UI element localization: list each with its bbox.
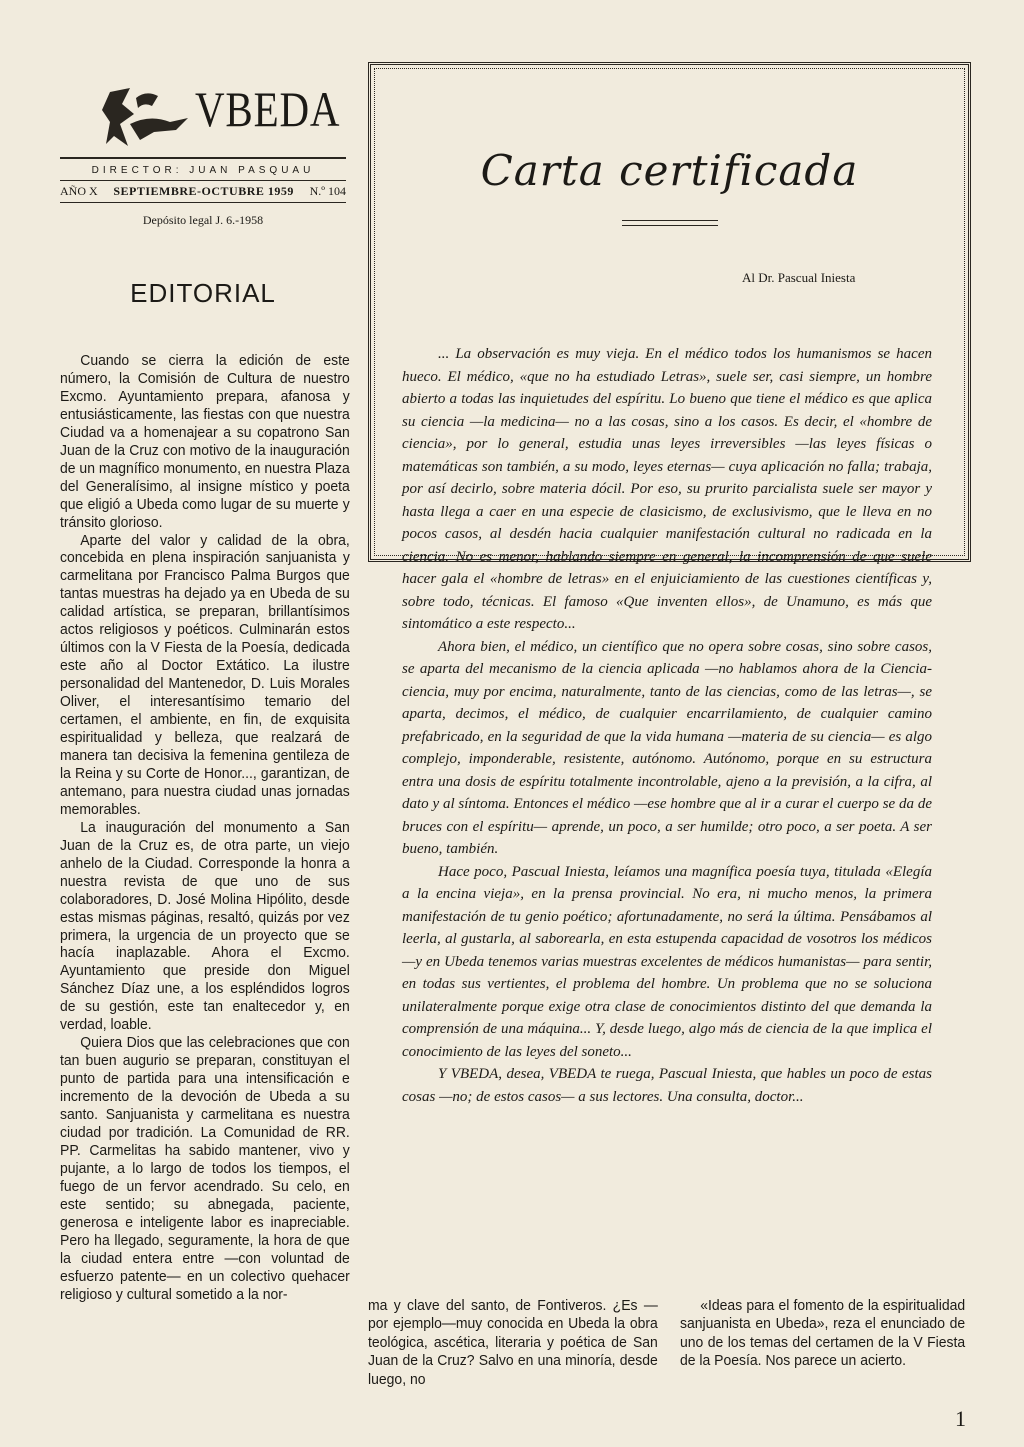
editorial-paragraph: Aparte del valor y calidad de la obra, concebida en plena inspiración sanjuanista y carmelitana por Francisco Palma Burgos que tantas muestras ha dejado ya en Ubeda de su calidad artística, se preparan, brillantísimos actos religiosos y poéticos. Culminarán estos últimos con la V Fiesta de la Poesía, dedicada este año al Doctor Extático. La ilustre personalidad del Mantenedor, D. Luis Morales Oliver, el interesantísimo temario del certamen, el ambiente, en fin, de exquisita espiritualidad y belleza, que realzará de manera tan decisiva la femenina gentileza de la Reina y su Corte de Honor..., garantizan, de antemano, para nuestra ciudad unas jornadas memorables. xyxy=(60,531,350,818)
issue-year: AÑO X xyxy=(60,184,98,198)
masthead-emblem xyxy=(100,84,192,152)
masthead-rule-bottom xyxy=(60,202,346,203)
letter-paragraph: ... La observación es muy vieja. En el médico todos los humanismos se hacen hueco. El médico, «que no ha estudiado Letras», suele ser, casi siempre, un hombre abierto a todas las inquietudes del espíritu. Lo bueno que tiene el médico es que aplica su ciencia —la medicina— no a las cosas, sino a los casos. Es decir, el «hombre de ciencia», por lo general, estudia unas leyes irreversibles —las leyes físicas o matemáticas son también, a su modo, leyes eternas— cuya aplicación no falla; trabaja, por así decirlo, sobre materia dócil. Por eso, su prurito parcialista suele ser mayor y hasta llega a caer en una especie de clasicismo, de exclusivismo, que le lleva en no pocos casos, al desdén hacia cualquier manifestación cultural no radicada en la ciencia. No es menor, hablando siempre en general, la incomprensión de que suele hacer gala el «hombre de letras» en el enjuiciamiento de las cuestiones científicas y, sobre todo, técnicas. El famoso «Que inventen ellos», de Unamuno, es más que sintomático a este respecto... xyxy=(402,346,932,632)
editorial-continuation-column xyxy=(368,1297,658,1389)
editorial-heading: EDITORIAL xyxy=(130,278,276,308)
editorial-final-paragraph: «Ideas para el fomento de la espiritualidad sanjuanista en Ubeda», reza el enunciado de uno de los temas del certamen de la V Fiesta de la Poesía. Nos parece un acierto. xyxy=(680,1297,966,1370)
editorial-continuation: ma y clave del santo, de Fontiveros. ¿Es —por ejemplo—muy conocida en Ubeda la obra teológica, ascética, literaria y poética de San Juan de la Cruz? Salvo en una minoría, desde luego, no xyxy=(368,1297,658,1388)
letter-paragraph: Ahora bien, el médico, un científico que no opera sobre cosas, sino sobre casos, se aparta del mecanismo de la ciencia aplicada —no hablamos ahora de la Ciencia-ciencia, muy por encima, naturalmente, tanto de las ciencias, como de las letras—, se aparta, decimos, el médico, de cualquier encarrilamiento, de cualquier camino prefabricado, en la seguridad de que la vida humana —materia de su ciencia— es algo complejo, imponderable, resistente, autónomo. Autónomo, porque en su estructura entra una dosis de espíritu totalmente incontrolable, ajeno a la previsión, a la cifra, al dato y al síntoma. Entonces el médico —ese hombre que al ir a curar el cuerpo se da de bruces con el espíritu— aprende, un poco, a ser humilde; otro poco, a ser poeta. A ser bueno, también. xyxy=(402,638,932,857)
issue-number: N.º 104 xyxy=(309,184,346,198)
page-number: 1 xyxy=(955,1406,966,1431)
editorial-paragraph: Quiera Dios que las celebraciones que con tan buen augurio se preparan, constituyan el punto de partida para una intensificación e incremento de la devoción de Ubeda a su santo. Sanjuanista y carmelitana es nuestra ciudad por tradición. La Comunidad de RR. PP. Carmelitas ha sabido mantener, vivo y pujante, a lo largo de todos los tiempos, el fuego de un fervor acendrado. Su celo, en este sentido; su abnegada, paciente, generosa e inteligente labor es inapreciable. Pero ha llegado, seguramente, la hora de que la ciudad entera entre —con voluntad de esfuerzo patente— en un colectivo quehacer religioso y cultural sometido a la nor- xyxy=(60,1034,350,1303)
letter-title: Carta certificada xyxy=(480,146,859,195)
editorial-final-column xyxy=(680,1297,965,1371)
editorial-column xyxy=(60,352,350,1304)
issue-date: SEPTIEMBRE-OCTUBRE 1959 xyxy=(113,184,294,198)
masthead-rule-middle xyxy=(60,180,346,181)
letter-body xyxy=(402,343,932,1108)
letter-paragraph: Hace poco, Pascual Iniesta, leíamos una magnífica poesía tuya, titulada «Elegía a la encina vieja», en la prensa provincial. No era, ni mucho menos, la primera manifestación de tu genio poético; afortunadamente, no será la última. Pensábamos al leerla, al gustarla, al saborearla, en esta estupenda capacidad de vosotros los médicos —y en Ubeda tenemos varias muestras excelentes de médicos humanistas— para sentir, en todas sus vertientes, el problema del hombre. Un problema que no se soluciona unilateralmente porque exige otra clase de conocimientos distinto del que demanda la comprensión de una máquina... Y, desde luego, algo más de ciencia de la que implica el conocimiento de las leyes del soneto... xyxy=(402,863,932,1060)
title-rule xyxy=(622,225,718,226)
masthead-title: VBEDA xyxy=(195,81,341,137)
masthead-rule-top xyxy=(60,157,346,159)
editorial-paragraph: La inauguración del monumento a San Juan de la Cruz es, de otra parte, un viejo anhelo de la Ciudad. Corresponde la honra a nuestra revista de que uno de sus colaboradores, D. José Molina Hipólito, desde estas mismas páginas, resaltó, quizás por vez primera, la urgencia de un proyecto que se hacía inaplazable. Ahora el Excmo. Ayuntamiento que preside don Miguel Sánchez Díaz une, a los espléndidos logros de su gestión, este tan enaltecedor y, en verdad, loable. xyxy=(60,818,350,1034)
director-line: DIRECTOR: JUAN PASQUAU xyxy=(91,165,315,176)
issue-info xyxy=(60,184,346,199)
title-rule xyxy=(622,220,718,221)
editorial-paragraph: Cuando se cierra la edición de este número, la Comisión de Cultura de nuestro Excmo. Ayuntamiento prepara, afanosa y entusiásticamente, las fiestas con que nuestra Ciudad va a homenajear a su copatrono San Juan de la Cruz con motivo de la inauguración de un magnífico monumento, en nuestra Plaza del Generalísimo, al insigne místico y poeta que eligió a Ubeda como lugar de su muerte y tránsito glorioso. xyxy=(60,352,350,531)
letter-paragraph: Y VBEDA, desea, VBEDA te ruega, Pascual Iniesta, que hables un poco de estas cosas —no; de estos casos— a sus lectores. Una consulta, doctor... xyxy=(402,1066,932,1105)
letter-dedication: Al Dr. Pascual Iniesta xyxy=(742,270,856,285)
legal-deposit: Depósito legal J. 6.-1958 xyxy=(142,213,264,227)
